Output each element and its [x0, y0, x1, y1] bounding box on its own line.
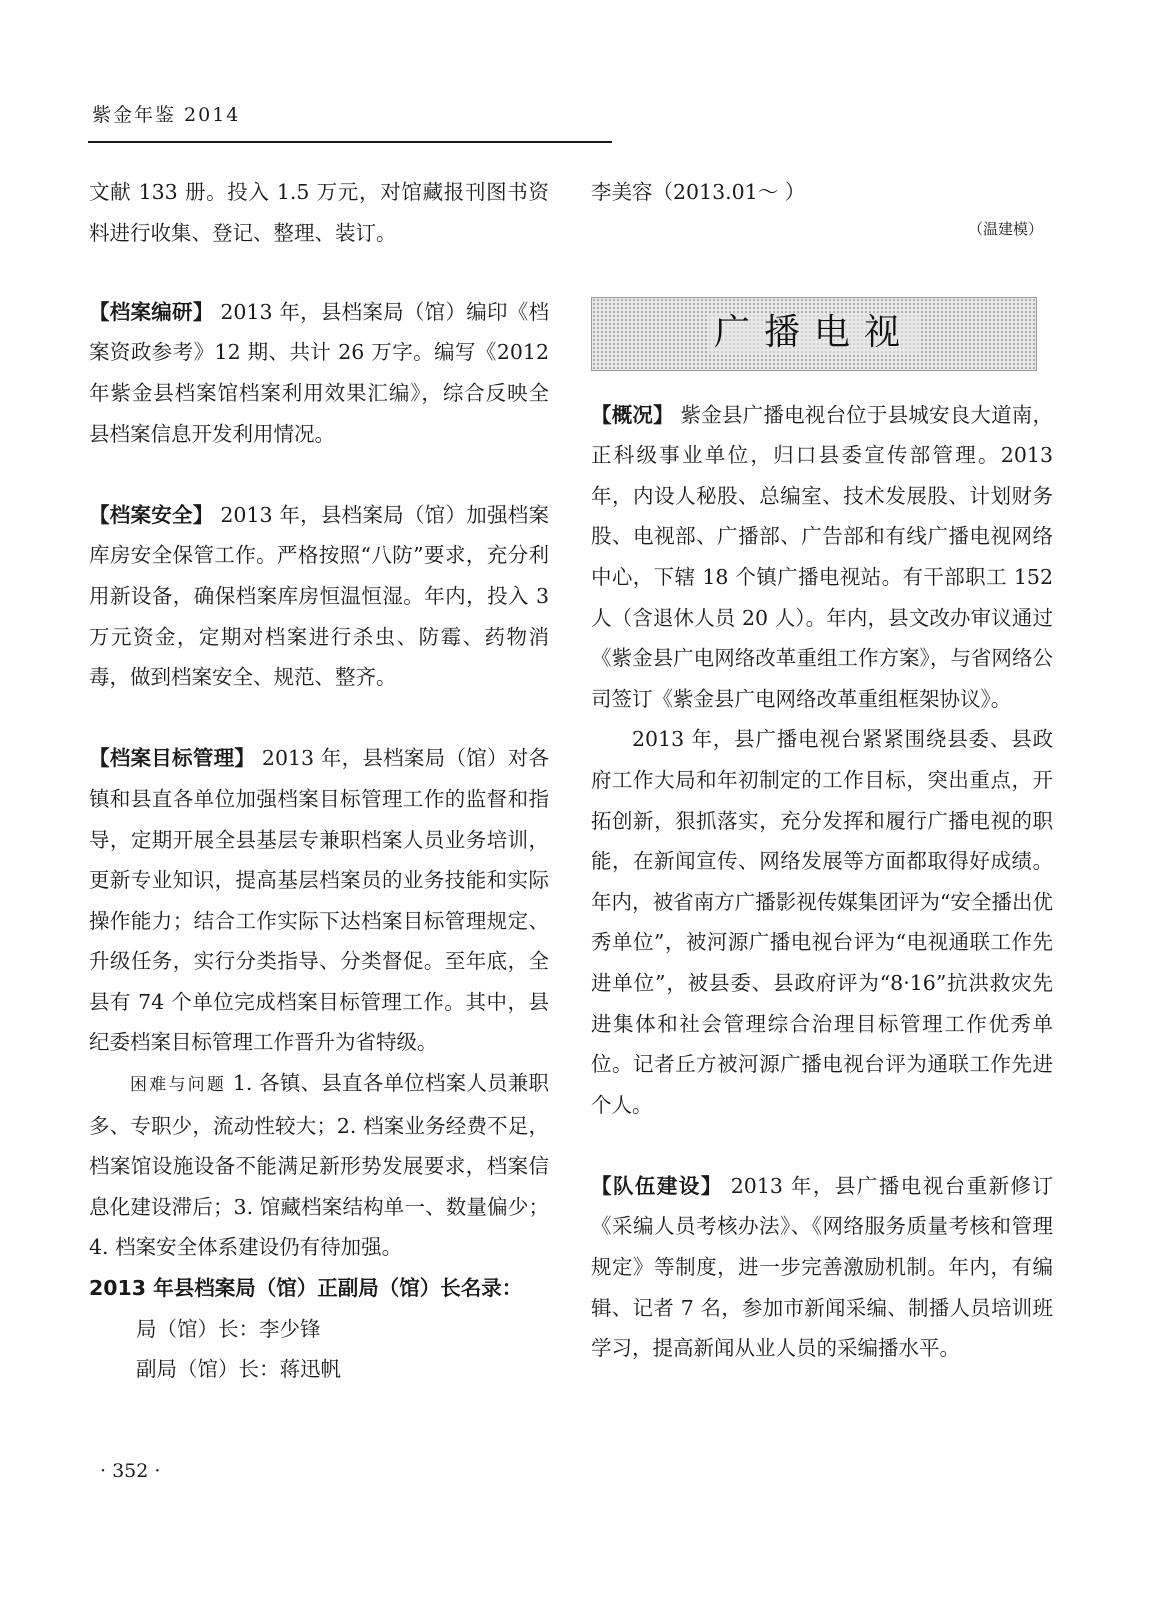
left-column [89, 172, 549, 1390]
section-text: 2013 年，县档案局（馆）对各镇和县直各单位加强档案目标管理工作的监督和指导，定期开展全县基层专兼职档案人员业务培训，更新专业知识，提高基层档案员的业务技能和实际操作能力；结合工作实际下达档案目标管理规定、升级任务，实行分类指导、分类督促。至年底，全县有 74 个单位完成档案目标管理工作。其中，县纪委档案目标管理工作晋升为省特级。 [89, 746, 550, 1055]
namelist-heading: 2013 年县档案局（馆）正副局（馆）长名录： [89, 1276, 523, 1301]
right-column [591, 172, 1053, 1369]
namelist-director: 局（馆）长：李少锋 [136, 1316, 321, 1341]
section-title-banner [591, 297, 1037, 371]
running-title: 紫金年鉴 2014 [92, 104, 241, 126]
section-label: 【概况】 [591, 402, 674, 427]
section-title: 广播电视 [708, 313, 920, 354]
author-credit: （温建模） [967, 219, 1043, 238]
namelist-deputy: 副局（馆）长：蒋迅帆 [136, 1357, 341, 1382]
section-label: 困难与问题 [130, 1075, 227, 1096]
section-overview [591, 395, 1053, 720]
section-label: 【档案编研】 [89, 299, 214, 324]
section-archive-target-management [89, 738, 549, 1063]
section-text: 1. 各镇、县直各单位档案人员兼职多、专职少，流动性较大；2. 档案业务经费不足，档案馆设施设备不能满足新形势发展要求，档案信息化建设滞后；3. 馆藏档案结构单一、数量偏少；4. 档案安全体系建设仍有待加强。 [89, 1071, 550, 1260]
paragraph-2013-work: 2013 年，县广播电视台紧紧围绕县委、县政府工作大局和年初制定的工作目标，突出重点，开拓创新，狠抓落实，充分发挥和履行广播电视的职能，在新闻宣传、网络发展等方面都取得好成绩。年内，被省南方广播影视传媒集团评为“安全播出优秀单位”，被河源广播电视台评为“电视通联工作先进单位”，被县委、县政府评为“8·16”抗洪救灾先进集体和社会管理综合治理目标管理工作优秀单位。记者丘方被河源广播电视台评为通联工作先进个人。 [591, 727, 1053, 1117]
section-label: 【档案安全】 [89, 502, 214, 527]
section-difficulties [89, 1063, 549, 1268]
section-text: 2013 年，县档案局（馆）编印《档案资政参考》12 期、共计 26 万字。编写《2012 年紫金县档案馆档案利用效果汇编》，综合反映全县档案信息开发利用情况。 [89, 299, 550, 446]
section-text: 2013 年，县档案局（馆）加强档案库房安全保管工作。严格按照“八防”要求，充分利用新设备，确保档案库房恒温恒湿。年内，投入 3 万元资金，定期对档案进行杀虫、防霉、药物消毒，做到档案安全、规范、整齐。 [89, 502, 550, 690]
section-label: 【队伍建设】 [591, 1173, 723, 1198]
section-text: 紫金县广播电视台位于县城安良大道南，正科级事业单位，归口县委宣传部管理。2013 年，内设人秘股、总编室、技术发展股、计划财务股、电视部、广播部、广告部和有线广播电视网络中心，下辖 18 个镇广播电视站。有干部职工 152 人（含退休人员 20 人）。年内，县文改办审议通过《紫金县广电网络改革重组工作方案》，与省网络公司签订《紫金县广电网络改革重组框架协议》。 [591, 402, 1054, 711]
header-rule [88, 141, 612, 143]
page-number: · 352 · [100, 1460, 161, 1482]
section-team-building [591, 1166, 1053, 1369]
section-archive-security [89, 495, 549, 698]
section-archive-research [89, 292, 549, 454]
section-text: 2013 年，县广播电视台重新修订《采编人员考核办法》、《网络服务质量考核和管理规定》等制度，进一步完善激励机制。年内，有编辑、记者 7 名，参加市新闻采编、制播人员培训班学习，提高新闻从业人员的采编播水平。 [591, 1173, 1054, 1361]
namelist-continued: 李美容（2013.01～ ） [591, 180, 806, 204]
section-label: 【档案目标管理】 [89, 746, 256, 771]
intro-paragraph: 文献 133 册。投入 1.5 万元，对馆藏报刊图书资料进行收集、登记、整理、装订。 [89, 180, 549, 245]
